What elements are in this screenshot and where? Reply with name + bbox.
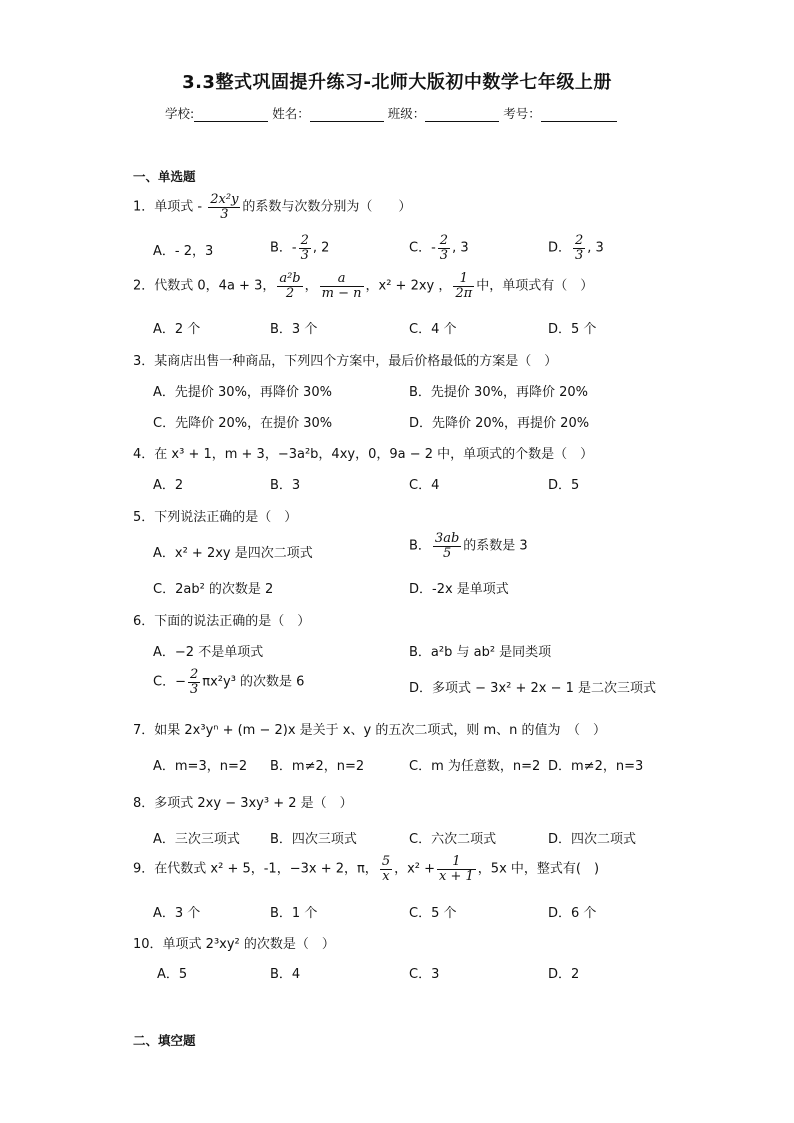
q10-option-d[interactable]: D．2 xyxy=(548,967,580,982)
q6-option-a[interactable]: A．−2 不是单项式 xyxy=(153,645,264,660)
q9-option-c[interactable]: C．5 个 xyxy=(409,906,457,921)
q6-option-d[interactable]: D．多项式 − 3x² + 2x − 1 是二次三项式 xyxy=(409,681,657,696)
q1-option-c[interactable]: C．- $\frac{2}{3}$ , 3 xyxy=(409,233,469,263)
section-title-single-choice: 一、单选题 xyxy=(133,169,196,184)
q5-option-a[interactable]: A．x² + 2xy 是四次二项式 xyxy=(153,546,313,561)
q7-option-c[interactable]: C．m 为任意数，n=2 xyxy=(409,759,541,774)
q1-option-a[interactable]: A．- 2，3 xyxy=(153,244,214,259)
q9-option-a[interactable]: A．3 个 xyxy=(153,906,201,921)
q2-option-b[interactable]: B．3 个 xyxy=(270,322,318,337)
question-6: 6．下面的说法正确的是（ ） xyxy=(133,614,311,629)
q7-option-b[interactable]: B．m≠2，n=2 xyxy=(270,759,365,774)
question-2: 2．代数式 0，4a + 3， $\frac{\text{a²b}}{2}$ ， $\frac{a}{m - n}$ ，x² + 2xy ， $\frac{1}{2\pi}$ 中，单项式有（ ） xyxy=(133,271,594,301)
class-label: 班级： xyxy=(387,106,426,121)
question-1 xyxy=(133,193,411,221)
name-label: 姓名： xyxy=(272,106,310,121)
q9-option-b[interactable]: B．1 个 xyxy=(270,906,318,921)
name-field[interactable] xyxy=(310,107,384,122)
q1-suffix: 的系数与次数分别为（ ） xyxy=(242,199,412,215)
q2-option-c[interactable]: C．4 个 xyxy=(409,322,457,337)
q2-option-d[interactable]: D．5 个 xyxy=(548,322,597,337)
question-8: 8．多项式 2xy − 3xy³ + 2 是（ ） xyxy=(133,796,353,811)
q1-option-b[interactable]: B．- $\frac{2}{3}$ , 2 xyxy=(270,233,330,263)
q4-option-d[interactable]: D．5 xyxy=(548,478,580,493)
q1-option-d[interactable]: D． $\frac{2}{3}$ , 3 xyxy=(548,233,604,263)
section-title-fill-blank: 二、填空题 xyxy=(133,1033,196,1048)
q1-fraction: $\frac{\text{2x²y}}{3}$ xyxy=(210,192,239,222)
q4-option-b[interactable]: B．3 xyxy=(270,478,301,493)
class-field[interactable] xyxy=(425,107,499,122)
q10-option-c[interactable]: C．3 xyxy=(409,967,440,982)
school-label: 学校: xyxy=(165,106,195,121)
q5-option-c[interactable]: C．2ab² 的次数是 2 xyxy=(153,582,274,597)
q1-prefix: 1．单项式 - xyxy=(133,199,203,215)
q7-option-d[interactable]: D．m≠2，n=3 xyxy=(548,759,644,774)
question-4: 4．在 x³ + 1，m + 3，−3a²b，4xy，0，9a − 2 中，单项式的个数是（ ） xyxy=(133,447,594,462)
q3-option-b[interactable]: B．先提价 30%，再降价 20% xyxy=(409,385,588,400)
number-field[interactable] xyxy=(541,107,617,122)
q5-option-d[interactable]: D．-2x 是单项式 xyxy=(409,582,509,597)
q8-option-b[interactable]: B．四次三项式 xyxy=(270,832,357,847)
q9-option-d[interactable]: D．6 个 xyxy=(548,906,597,921)
question-9: 9．在代数式 x² + 5，-1，−3x + 2，π， $\frac{5}{x}$ ，x² + $\frac{1}{x + 1}$ ，5x 中，整式有( ) xyxy=(133,854,600,884)
q8-option-c[interactable]: C．六次二项式 xyxy=(409,832,497,847)
q3-option-d[interactable]: D．先降价 20%，再提价 20% xyxy=(409,416,590,431)
question-3: 3．某商店出售一种商品，下列四个方案中，最后价格最低的方案是（ ） xyxy=(133,354,558,369)
question-10: 10．单项式 2³xy² 的次数是（ ） xyxy=(133,937,335,952)
question-7: 7．如果 2x³yⁿ + (m − 2)x 是关于 x、y 的五次二项式，则 m、n 的值为 （ ） xyxy=(133,723,606,738)
q8-option-a[interactable]: A．三次三项式 xyxy=(153,832,240,847)
q7-option-a[interactable]: A．m=3，n=2 xyxy=(153,759,248,774)
q3-option-c[interactable]: C．先降价 20%，在提价 30% xyxy=(153,416,333,431)
q10-option-a[interactable]: A．5 xyxy=(157,967,188,982)
q4-option-c[interactable]: C．4 xyxy=(409,478,440,493)
school-field[interactable] xyxy=(194,107,268,122)
number-label: 考号： xyxy=(503,106,541,121)
page-title: 3.3整式巩固提升练习-北师大版初中数学七年级上册 xyxy=(182,72,612,93)
q6-option-c[interactable]: C．− $\frac{2}{3}$ πx²y³ 的次数是 6 xyxy=(153,667,305,697)
q4-option-a[interactable]: A．2 xyxy=(153,478,184,493)
q10-option-b[interactable]: B．4 xyxy=(270,967,301,982)
student-info-line xyxy=(165,104,617,122)
q5-option-b[interactable]: B． $\frac{3ab}{5}$ 的系数是 3 xyxy=(409,531,528,561)
q6-option-b[interactable]: B．a²b 与 ab² 是同类项 xyxy=(409,645,552,660)
question-5: 5．下列说法正确的是（ ） xyxy=(133,510,298,525)
q3-option-a[interactable]: A．先提价 30%，再降价 30% xyxy=(153,385,332,400)
q2-option-a[interactable]: A．2 个 xyxy=(153,322,201,337)
q8-option-d[interactable]: D．四次二项式 xyxy=(548,832,637,847)
